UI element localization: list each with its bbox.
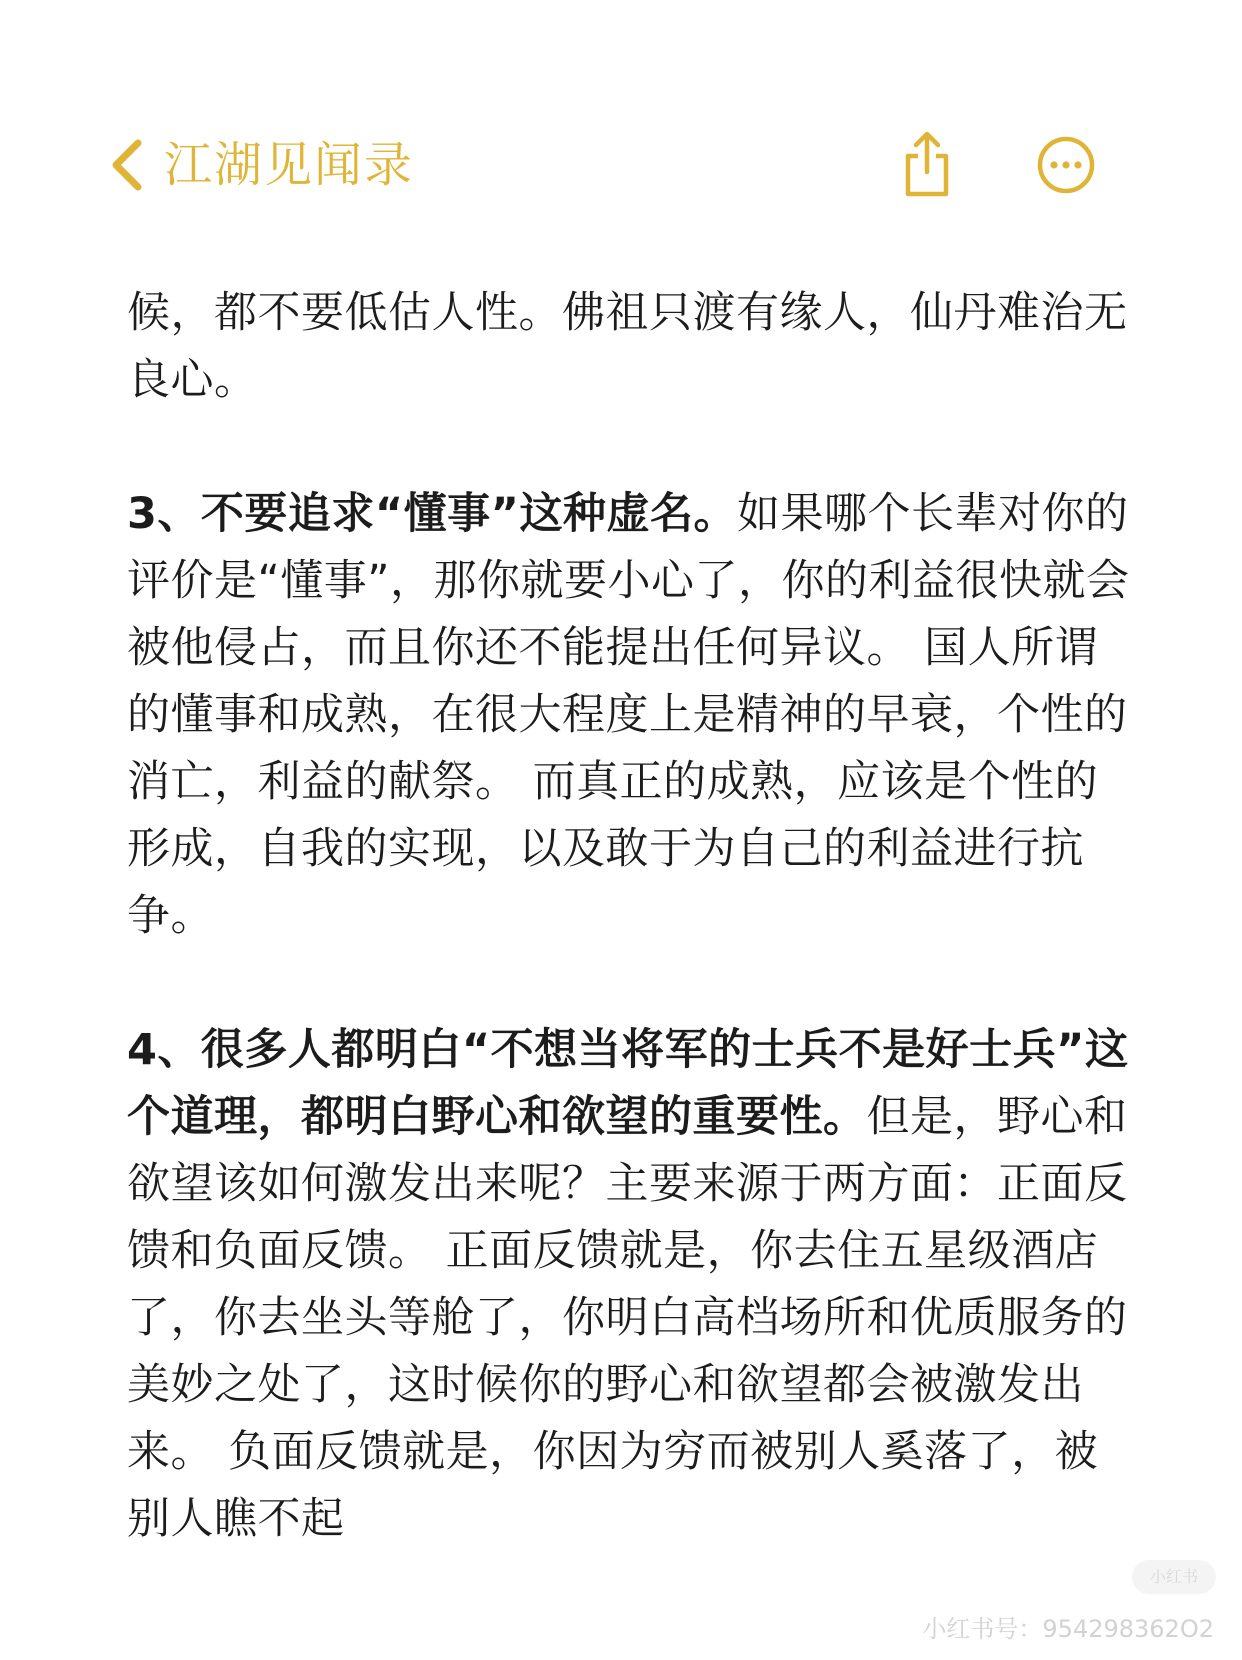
share-button[interactable] (897, 130, 957, 198)
back-button[interactable] (108, 130, 414, 200)
share-icon (897, 130, 957, 198)
paragraph-intro: 候，都不要低估人性。佛祖只渡有缘人，仙丹难治无良心。 (127, 288, 1128, 405)
paragraph-spacer (127, 950, 1137, 1017)
point-4-heading: 4、很多人都明白“不想当将军的士兵不是好士兵”这个道理，都明白野心和欲望的重要性。 (127, 1025, 1129, 1142)
more-circle-icon (1037, 136, 1095, 194)
paragraph-point-3 (127, 481, 1137, 950)
watermark-badge: 小红书 (1132, 1560, 1216, 1594)
point-4-text: 但是，野心和欲望该如何激发出来呢？主要来源于两方面：正面反馈和负面反馈。 正面反馈就是，你去住五星级酒店了，你去坐头等舱了，你明白高档场所和优质服务的美妙之处了，这时候你的野心和欲望都会被激发出来。 负面反馈就是，你因为穷而被别人奚落了，被别人瞧不起 (127, 1092, 1128, 1544)
back-label: 江湖见闻录 (164, 137, 415, 193)
paragraph-point-4 (127, 1017, 1137, 1553)
point-3-heading: 3、不要追求“懂事”这种虚名。 (127, 489, 737, 539)
navigation-bar (0, 0, 1242, 250)
more-button[interactable] (1037, 136, 1095, 194)
watermark-id: 小红书号：954298362O2 (922, 1615, 1214, 1643)
note-body[interactable] (127, 280, 1137, 1553)
chevron-left-icon (108, 139, 144, 191)
paragraph-spacer (127, 414, 1137, 481)
point-3-text: 如果哪个长辈对你的评价是“懂事”，那你就要小心了，你的利益很快就会被他侵占，而且你还不能提出任何异议。 国人所谓的懂事和成熟，在很大程度上是精神的早衰，个性的消亡，利益的献祭。 而真正的成熟，应该是个性的形成，自我的实现，以及敢于为自己的利益进行抗争。 (127, 489, 1130, 941)
